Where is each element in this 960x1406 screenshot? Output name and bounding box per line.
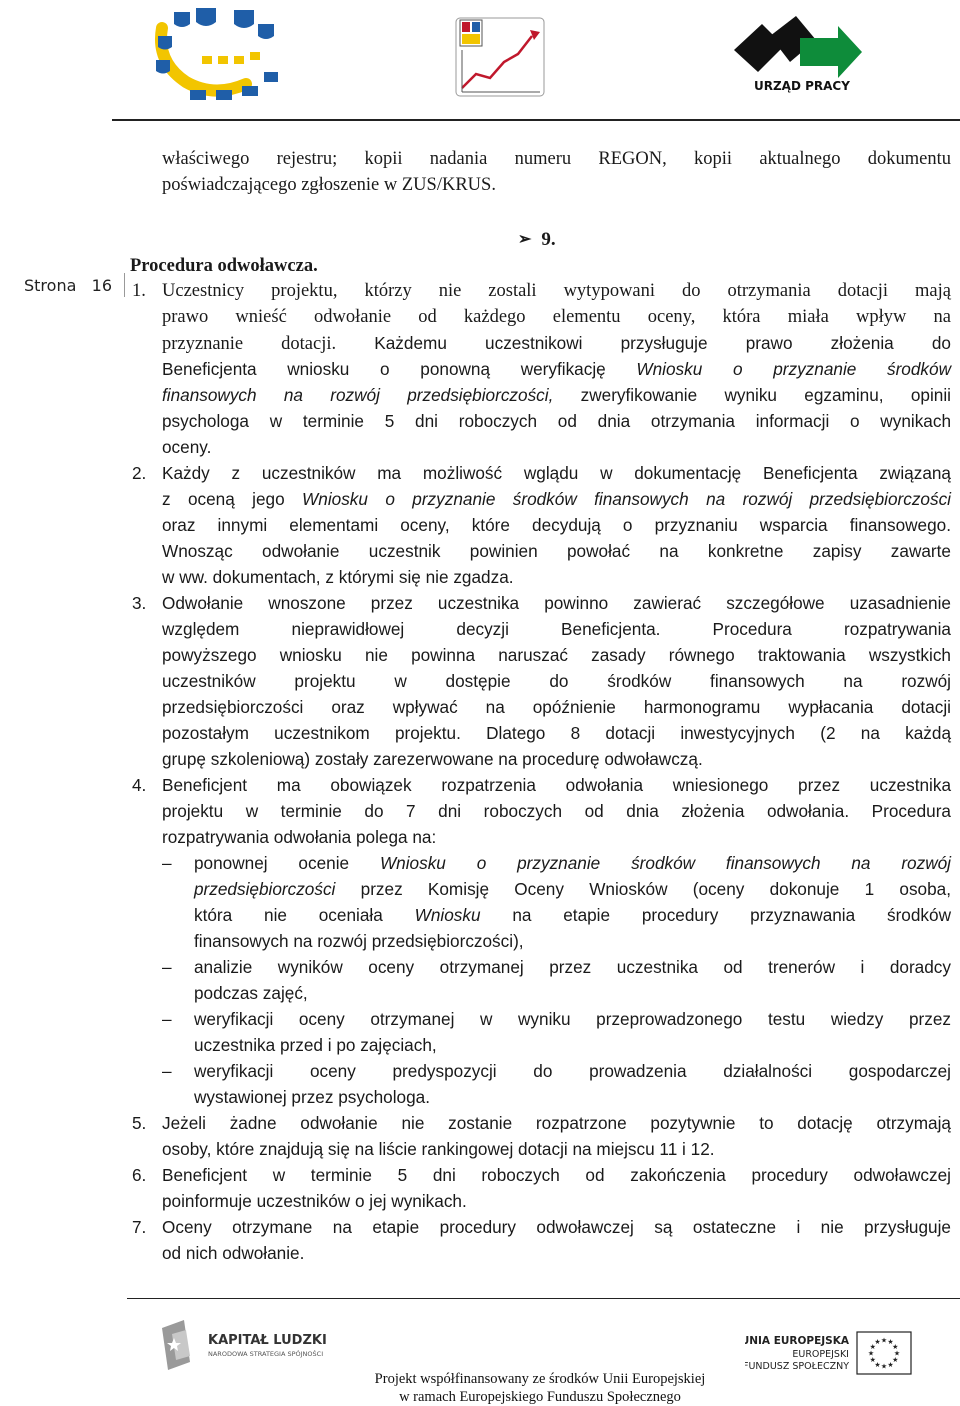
item-3-line: względem nieprawidłowej decyzji Beneficjenta. Procedura rozpatrywania [162,619,951,639]
item-3-line: grupę szkoleniową) zostały zarezerwowane na procedurę odwoławczą. [162,749,703,769]
item-number: 4. [132,775,147,795]
eu-line-1: UNIA EUROPEJSKA [745,1335,849,1347]
item-1-line: Beneficjenta wniosku o ponowną weryfikację Wniosku o przyznanie środków [162,359,951,379]
page-number: 16 [91,276,112,295]
intro-line: poświadczającego zgłoszenie w ZUS/KRUS. [162,175,496,195]
item-number: 3. [132,593,147,613]
list-dash: – [162,1009,172,1029]
eu-line-3: FUNDUSZ SPOŁECZNY [745,1361,849,1372]
item-number: 6. [132,1165,147,1185]
eu-star-icon: ★ [874,1338,881,1347]
eu-star-icon: ★ [867,1349,875,1358]
kl-subtitle: NARODOWA STRATEGIA SPÓJNOŚCI [208,1350,324,1358]
page-number-label [22,273,125,297]
section-title: Procedura odwoławcza. [130,256,318,276]
eu-star-icon: ★ [887,1360,894,1369]
header-divider [112,119,960,121]
eu-star-icon: ★ [892,1356,899,1364]
item-2-line: Każdy z uczestników ma możliwość wglądu w dokumentację Beneficjenta związaną [162,463,951,483]
item-2-line: z oceną jego Wniosku o przyznanie środków finansowych na rozwój przedsiębiorczości [162,489,951,509]
item-2-line: oraz innymi elementami oceny, które decydują o przyznaniu wsparcia finansowego. [162,515,951,535]
item-4-line: projektu w terminie do 7 dni roboczych od dnia złożenia odwołania. Procedura [162,801,951,821]
item-1-line: finansowych na rozwój przedsiębiorczości, zweryfikowanie wyniku egzaminu, opinii [162,385,951,405]
list-dash: – [162,853,172,873]
list-dash: – [162,957,172,977]
item-3-line: pozostałym uczestnikom projektu. Dlatego 8 dotacji inwestycyjnych (2 na każdą [162,723,951,743]
item-1-line: prawo wnieść odwołanie od każdego elementu oceny, która miała wpływ na [162,307,951,327]
item-6-line: Beneficjent w terminie 5 dni roboczych od zakończenia procedury odwoławczej [162,1165,951,1185]
eu-line-2: EUROPEJSKI [792,1349,849,1360]
list-dash: – [162,1061,172,1081]
sub-item-line: przedsiębiorczości przez Komisję Oceny Wniosków (oceny dokonuje 1 osoba, [194,879,952,899]
project-logo [134,0,284,104]
sub-item-line: weryfikacji oceny otrzymanej w wyniku przeprowadzonego testu wiedzy przez [194,1009,951,1029]
kapital-ludzki-logo [160,1316,340,1374]
item-2-line: w ww. dokumentach, z którymi się nie zgadza. [162,567,514,587]
item-3-line: przedsiębiorczości oraz wpływać na opóźnienie harmonogramu wypłacania dotacji [162,697,951,717]
kl-title: KAPITAŁ LUDZKI [208,1333,327,1348]
item-4-line: Beneficjent ma obowiązek rozpatrzenia odwołania wniesionego przez uczestnika [162,775,951,795]
sub-item-line: która nie oceniała Wniosku na etapie procedury przyznawania środków [194,905,951,925]
item-5-line: Jeżeli żadne odwołanie nie zostanie rozpatrzone pozytywnie to dotację otrzymają [162,1113,951,1133]
item-1-line: oceny. [162,437,212,457]
item-1-line: Uczestnicy projektu, którzy nie zostali wytypowani do otrzymania dotacji mają [162,281,951,301]
urzad-pracy-logo [730,14,870,98]
eu-star-icon: ★ [892,1343,899,1351]
eu-star-icon: ★ [869,1343,876,1351]
page-word: Strona [24,276,77,295]
item-5-line: osoby, które znajdują się na liście rankingowej dotacji na miejscu 11 i 12. [162,1139,715,1159]
sub-item-line: wystawionej przez psychologa. [194,1087,430,1107]
item-1-line: psychologa w terminie 5 dni roboczych od dnia otrzymania informacji o wynikach [162,411,951,431]
item-7-line: od nich odwołanie. [162,1243,305,1263]
section-number: ➢ 9. [518,229,556,250]
urzad-text: URZĄD PRACY [754,79,850,93]
eu-star-icon: ★ [887,1338,894,1347]
footer-line-1: Projekt współfinansowany ze środków Unii Europejskiej [374,1371,706,1387]
growth-chart-logo [452,14,548,100]
sub-item-line: podczas zajęć, [194,983,308,1003]
item-number: 7. [132,1217,147,1237]
item-3-line: powyższego wniosku nie powinna naruszać zasady równego traktowania wszystkich [162,645,951,665]
footer-line-2: w ramach Europejskiego Funduszu Społecznego [399,1389,681,1405]
item-2-line: Wnosząc odwołanie uczestnik powinien powołać na konkretne zapisy zawarte [162,541,951,561]
sub-item-line: uczestnika przed i po zajęciach, [194,1035,437,1055]
sub-item-line: finansowych na rozwój przedsiębiorczości), [194,931,524,951]
item-number: 5. [132,1113,147,1133]
item-number: 2. [132,463,147,483]
item-number: 1. [132,281,146,301]
intro-line: właściwego rejestru; kopii nadania numeru REGON, kopii aktualnego dokumentu [162,149,951,169]
sub-item-line: weryfikacji oceny predyspozycji do prowadzenia działalności gospodarczej [194,1061,951,1081]
footer-divider [127,1298,960,1299]
item-6-line: poinformuje uczestników o jej wynikach. [162,1191,467,1211]
item-4-line: rozpatrywania odwołania polega na: [162,827,437,847]
eu-star-icon: ★ [893,1349,901,1358]
eu-star-icon: ★ [874,1360,881,1369]
eu-star-icon: ★ [880,1336,888,1345]
item-3-line: uczestników projektu w dostępie do środków finansowych na rozwój [162,671,951,691]
sub-item-line: analizie wyników oceny otrzymanej przez uczestnika od trenerów i doradcy [194,957,951,977]
eu-star-icon: ★ [880,1362,888,1371]
section-bullet-icon: ➢ [518,231,532,248]
item-3-line: Odwołanie wnoszone przez uczestnika powinno zawierać szczegółowe uzasadnienie [162,593,951,613]
item-7-line: Oceny otrzymane na etapie procedury odwoławczej są ostateczne i nie przysługuje [162,1217,951,1237]
eu-star-icon: ★ [869,1356,876,1364]
sub-item-line: ponownej ocenie Wniosku o przyznanie środków finansowych na rozwój [194,853,951,873]
item-1-line: przyznanie dotacji. Każdemu uczestnikowi przysługuje prawo złożenia do [162,333,951,354]
